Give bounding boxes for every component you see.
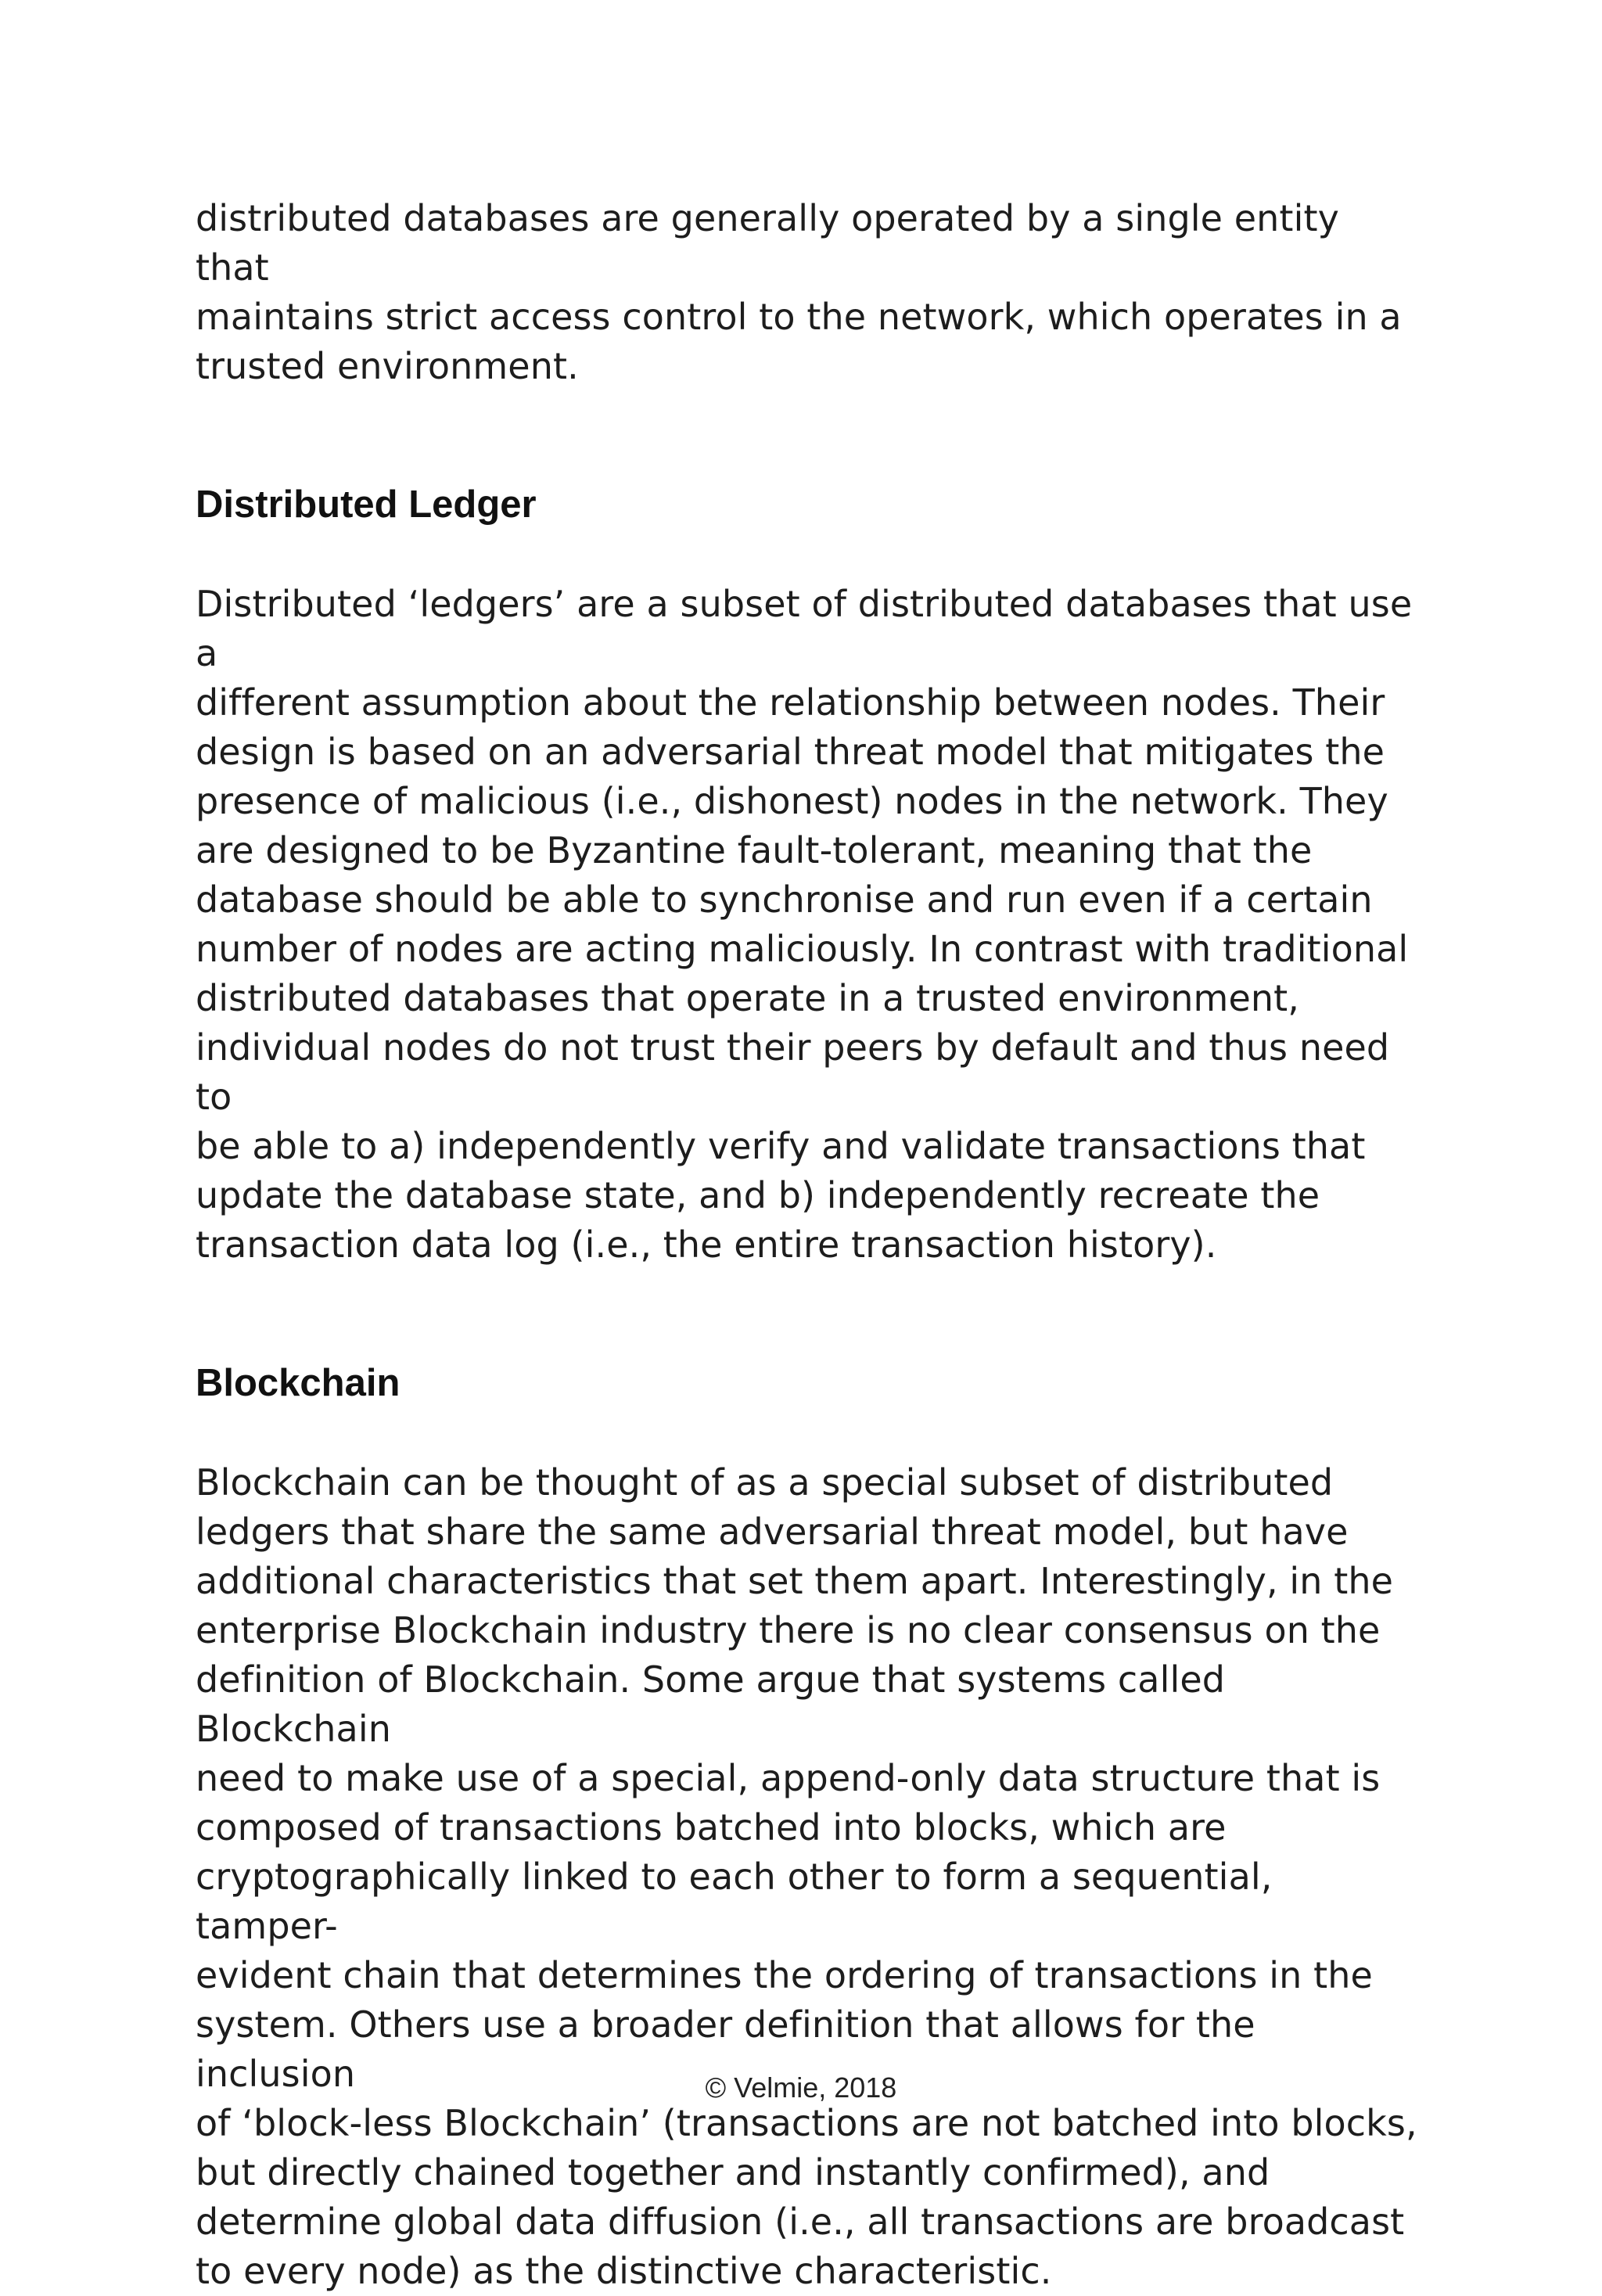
intro-paragraph: distributed databases are generally operated by a single entity that maintains strict access control to the network, which operates in a trusted environment.	[196, 197, 1402, 387]
section-heading-blockchain: Blockchain	[196, 1362, 400, 1404]
distributed-ledger-paragraph: Distributed ‘ledgers’ are a subset of distributed databases that use a different assumption about the relationship between nodes. Their design is based on an adversarial threat model that mitigates the presence of malicious (i.e., dishonest) nodes in the network. They are designed to be Byzantine fault-tolerant, meaning that the database should be able to synchronise and run even if a certain number of nodes are acting maliciously. In contrast with traditional distributed databases that operate in a trusted environment, individual nodes do not trust their peers by default and thus need to be able to a) independently verify and validate transactions that update the database state, and b) independently recreate the transaction data log (i.e., the entire transaction history).	[196, 583, 1413, 1266]
spacer	[196, 1270, 1424, 1359]
page-footer-copyright: © Velmie, 2018	[705, 2071, 897, 2104]
document-body	[196, 194, 1424, 2296]
spacer	[196, 1408, 1424, 1458]
spacer	[196, 391, 1424, 480]
spacer	[196, 530, 1424, 580]
blockchain-paragraph: Blockchain can be thought of as a special subset of distributed ledgers that share the same adversarial threat model, but have additional characteristics that set them apart. Interestingly, in the enterprise Blockchain industry there is no clear consensus on the definition of Blockchain. Some argue that systems called Blockchain need to make use of a special, append-only data structure that is composed of transactions batched into blocks, which are cryptographically linked to each other to form a sequential, tamper- evident chain that determines the ordering of transactions in the system. Others use a broader definition that allows for the inclusion of ‘block-less Blockchain’ (transactions are not batched into blocks, but directly chained together and instantly confirmed), and determine global data diffusion (i.e., all transactions are broadcast to every node) as the distinctive characteristic.	[196, 1461, 1417, 2292]
section-heading-distributed-ledger: Distributed Ledger	[196, 483, 537, 526]
